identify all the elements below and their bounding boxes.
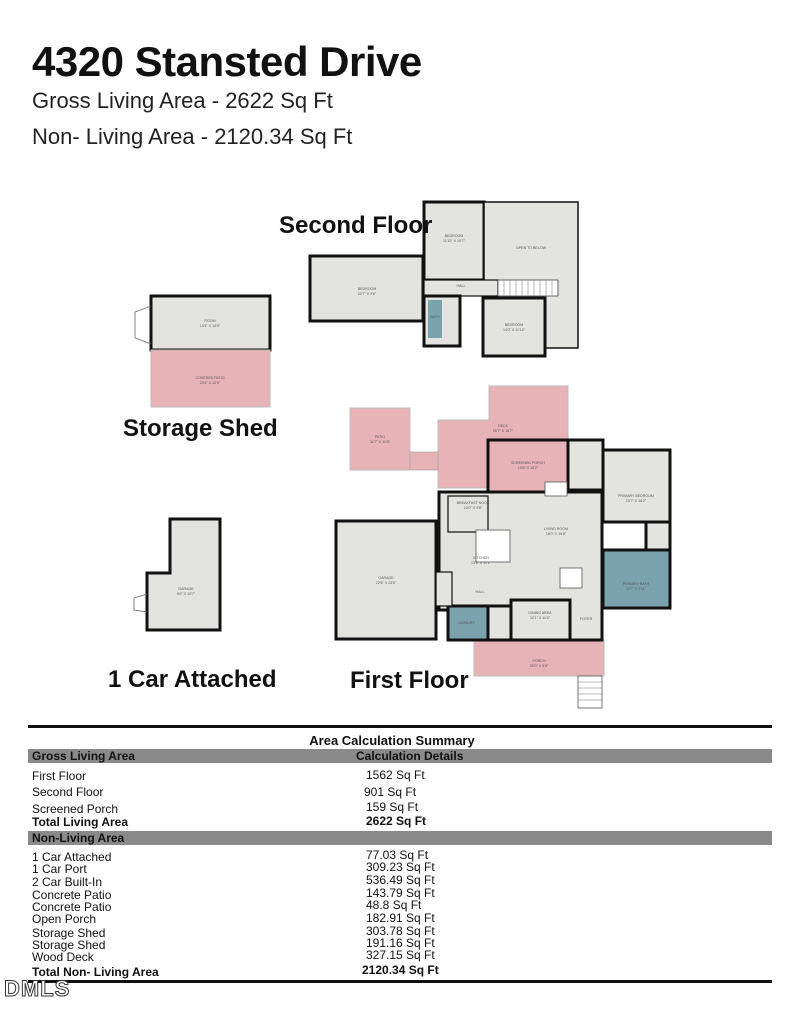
gross-area-line: Gross Living Area - 2622 Sq Ft: [32, 88, 333, 113]
second-floor-bath: [428, 300, 442, 338]
nonliving-row-label: Storage Shed: [32, 938, 106, 952]
room-dim: 22'7" X 9'8": [357, 292, 377, 296]
room-label: PRIMARY BEDROOM: [618, 494, 654, 498]
room-label: ROOM: [204, 319, 216, 323]
nonliving-row-value: 191.16 Sq Ft: [366, 936, 435, 950]
room-dim: 12'1" X 11'0": [529, 616, 551, 620]
room-label: DINING AREA: [528, 611, 552, 615]
nonliving-row-value: 143.79 Sq Ft: [366, 886, 435, 900]
gross-header-bar: [28, 749, 772, 763]
room-dim: 14'0" X 11'10": [502, 328, 526, 332]
gross-row-value: 1562 Sq Ft: [366, 768, 425, 782]
room-dim: 18'0" X 16'8": [545, 532, 567, 536]
label-first-floor: First Floor: [350, 667, 469, 694]
page-title: 4320 Stansted Drive: [32, 38, 422, 85]
room-label: PRIMARY BATH: [622, 582, 650, 586]
nonliving-header: Non-Living Area: [32, 831, 125, 845]
room-label: OPEN TO BELOW: [515, 246, 547, 250]
foyer-closet: [568, 440, 603, 490]
room-dim: 22'6" X 23'5": [375, 581, 397, 585]
details-header: Calculation Details: [356, 749, 464, 763]
nonliving-row-label: Storage Shed: [32, 926, 106, 940]
room-dim: 26'7" X 16'7": [492, 429, 514, 433]
nonliving-row-label: 1 Car Port: [32, 862, 87, 876]
room-dim: 9'0" X 10'7": [176, 592, 196, 596]
room-dim: 10'7" X 9'11": [625, 587, 647, 591]
room-label: BEDROOM: [444, 234, 464, 238]
gross-row-value: 159 Sq Ft: [366, 800, 419, 814]
nonliving-row-label: Wood Deck: [32, 950, 94, 964]
primary-bedroom: [603, 450, 670, 522]
nonliving-row-value: 182.91 Sq Ft: [366, 911, 435, 925]
room-dim: 13'4" X 10'0": [199, 324, 221, 328]
room-label: BEDROOM: [357, 287, 377, 291]
garage-one-car: [147, 519, 220, 630]
nonliving-row-value: 77.03 Sq Ft: [366, 848, 429, 862]
room-label: HALL: [456, 284, 466, 288]
room-label: PATIO: [374, 435, 386, 439]
gross-row-label: Screened Porch: [32, 802, 119, 816]
nonliving-row-value: 309.23 Sq Ft: [366, 860, 435, 874]
nonliving-row-value: 303.78 Sq Ft: [366, 924, 435, 938]
room-label: PORCH: [532, 659, 546, 663]
half-bath: [488, 606, 512, 640]
room-label: BREAKFAST NOOK: [456, 501, 490, 505]
nonliving-row-value: 327.15 Sq Ft: [366, 948, 435, 962]
room-dim: 11'10" X 10'7": [442, 239, 466, 243]
label-car-attached: 1 Car Attached: [108, 666, 277, 693]
room-label: GARAGE: [378, 576, 394, 580]
nonliving-row-label: 2 Car Built-In: [32, 875, 103, 889]
gross-row-label: First Floor: [32, 769, 86, 783]
total-living-value: 2622 Sq Ft: [366, 814, 427, 828]
room-label: BEDROOM: [504, 323, 524, 327]
nonliving-row-label: Concrete Patio: [32, 900, 112, 914]
room-label: FOYER: [579, 617, 593, 621]
nonliving-row-label: 1 Car Attached: [32, 850, 112, 864]
room-dim: 11'7" X 11'8": [370, 440, 390, 444]
total-nonliving-label: Total Non- Living Area: [32, 965, 159, 979]
gross-row-value: 901 Sq Ft: [364, 785, 417, 799]
label-storage-shed: Storage Shed: [123, 415, 278, 442]
garage-two-car: [336, 521, 436, 639]
patio: [350, 408, 410, 470]
mls-watermark: DMLS: [4, 976, 71, 1001]
nonliving-row-value: 536.49 Sq Ft: [366, 873, 435, 887]
porch: [474, 640, 604, 676]
nonliving-area-line: Non- Living Area - 2120.34 Sq Ft: [32, 124, 353, 149]
room-dim: 15'7" X 16'2": [625, 499, 647, 503]
nonliving-header-bar: [28, 831, 772, 845]
room-dim: 25'0" X 5'8": [529, 664, 549, 668]
total-nonliving-value: 2120.34 Sq Ft: [362, 963, 439, 977]
room-label: LAUNDRY: [457, 621, 475, 625]
room-label: GARAGE: [178, 587, 194, 591]
gross-row-label: Second Floor: [32, 785, 104, 799]
room-dim: 13'8" X 11'1": [470, 561, 492, 565]
room-label: COVERED PATIO: [195, 376, 225, 380]
room-dim: 15'8" X 10'2": [517, 466, 539, 470]
second-floor-hall: [424, 280, 498, 296]
second-floor-bedroom-south: [483, 298, 545, 356]
gross-header: Gross Living Area: [32, 749, 135, 763]
room-label: KITCHEN: [473, 556, 489, 560]
room-dim: 10'0" X 9'8": [463, 506, 483, 510]
room-dim: 20'4" X 10'0": [199, 381, 221, 385]
summary-title: Area Calculation Summary: [309, 733, 475, 748]
primary-bath: [603, 550, 670, 608]
room-label: DECK: [498, 424, 508, 428]
room-label: LIVING ROOM: [544, 527, 568, 531]
dining-area: [511, 600, 570, 640]
room-label: SCREENED PORCH: [511, 461, 545, 465]
room-label: BATH: [430, 315, 440, 319]
shed-room: [151, 296, 270, 350]
room-label: HALL: [475, 590, 485, 594]
label-second-floor: Second Floor: [279, 212, 433, 239]
summary-bottom-rule: [28, 980, 772, 983]
summary-top-rule: [28, 725, 772, 728]
nonliving-row-label: Concrete Patio: [32, 888, 112, 902]
nonliving-row-label: Open Porch: [32, 912, 97, 926]
nonliving-row-value: 48.8 Sq Ft: [366, 898, 422, 912]
primary-closet: [646, 522, 670, 550]
total-living-label: Total Living Area: [32, 815, 129, 829]
